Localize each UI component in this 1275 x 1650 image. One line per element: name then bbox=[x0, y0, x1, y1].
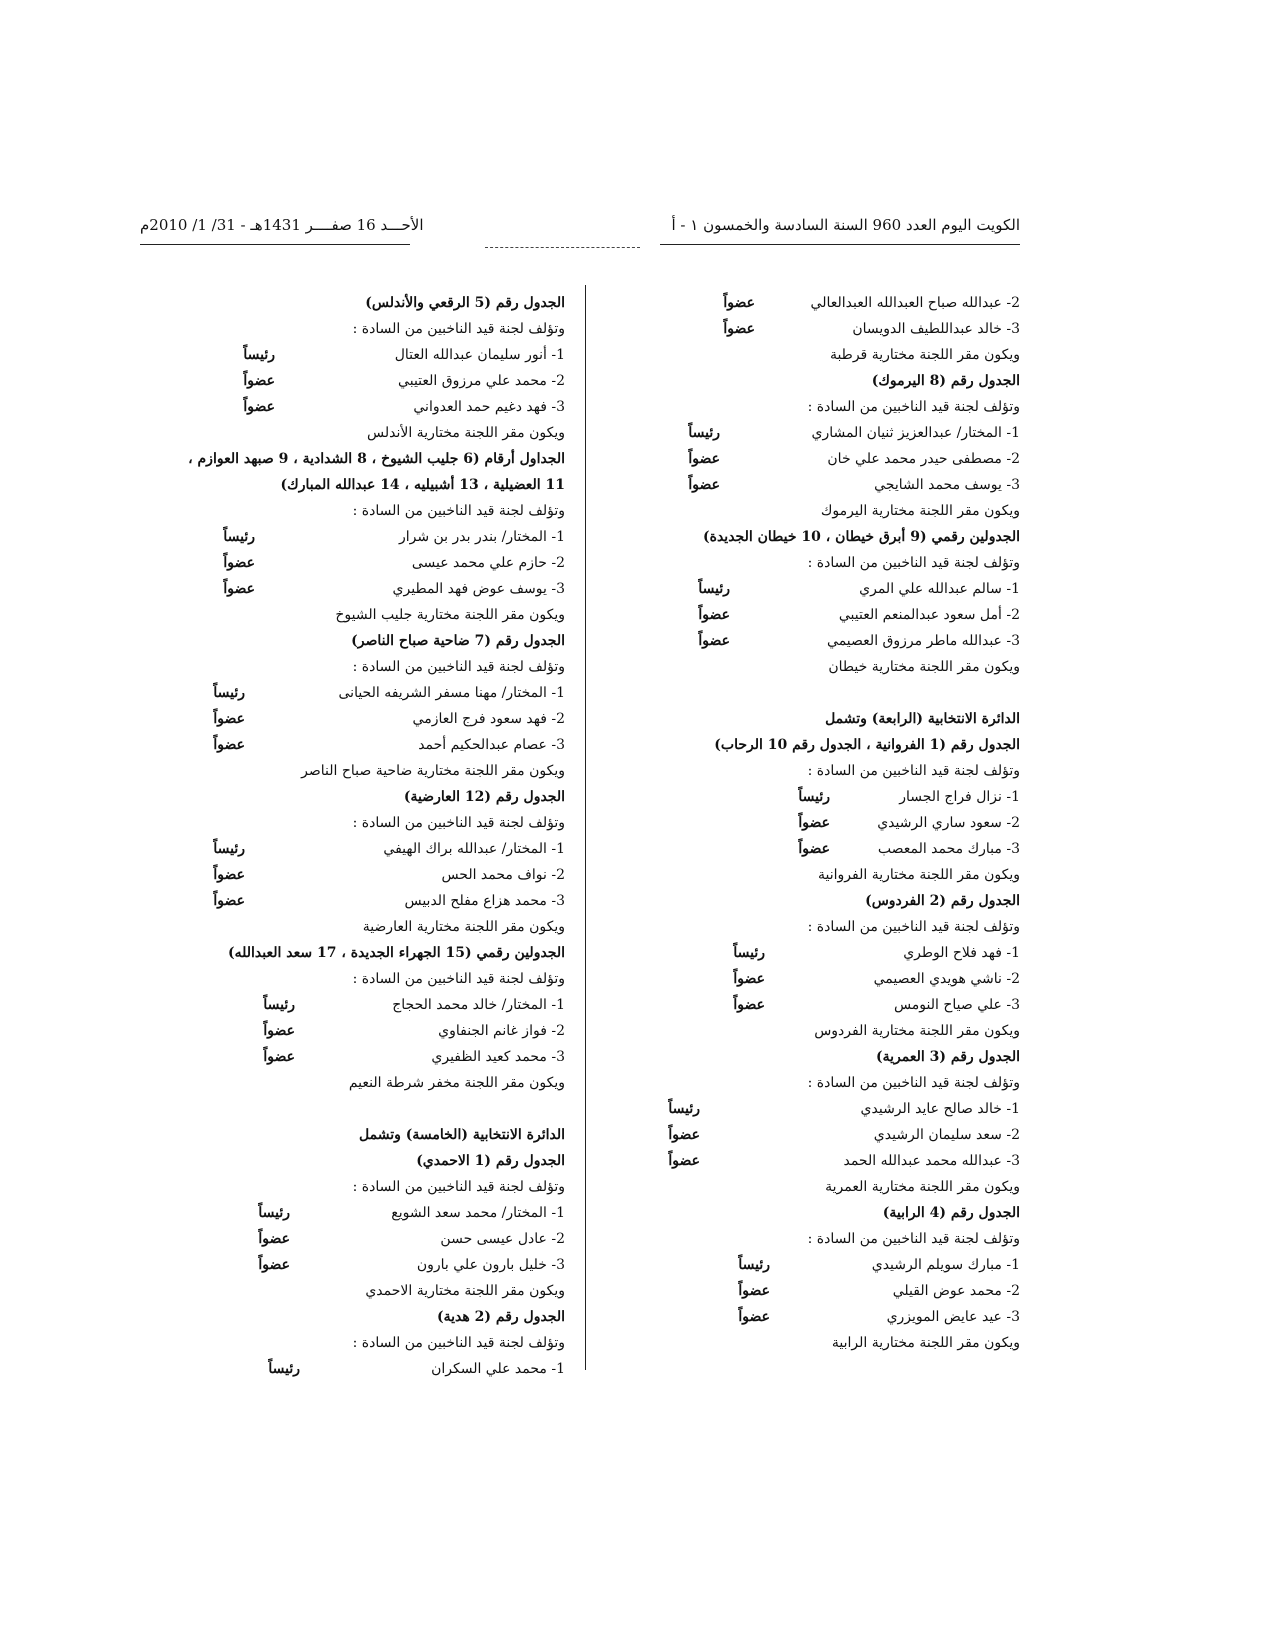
member-role: رئيساً bbox=[688, 425, 720, 441]
text-line: ويكون مقر اللجنة مختارية جليب الشيوخ bbox=[335, 607, 565, 623]
member-name: 3- محمد كعيد الظفيري bbox=[431, 1049, 565, 1065]
member-name: 2- سعد سليمان الرشيدي bbox=[873, 1127, 1020, 1143]
member-row bbox=[165, 732, 565, 758]
member-name: 3- عصام عبدالحكيم أحمد bbox=[418, 737, 565, 753]
member-role: رئيساً bbox=[258, 1205, 290, 1221]
text-line: وتؤلف لجنة قيد الناخبين من السادة : bbox=[807, 1231, 1020, 1247]
text-line: وتؤلف لجنة قيد الناخبين من السادة : bbox=[352, 1335, 565, 1351]
member-name: 2- أمل سعود عبدالمنعم العتيبي bbox=[838, 607, 1020, 623]
member-role: عضواً bbox=[213, 893, 245, 909]
member-row bbox=[620, 1304, 1020, 1330]
member-role: عضواً bbox=[243, 373, 275, 389]
section-title: الدائرة الانتخابية (الرابعة) وتشمل bbox=[825, 711, 1020, 727]
member-row bbox=[165, 680, 565, 706]
member-name: 3- عبدالله محمد عبدالله الحمد bbox=[843, 1153, 1020, 1169]
member-name: 3- محمد هزاع مفلح الدبيس bbox=[404, 893, 565, 909]
member-name: 3- عبدالله ماطر مرزوق العصيمي bbox=[827, 633, 1020, 649]
member-role: عضواً bbox=[733, 997, 765, 1013]
member-role: عضواً bbox=[258, 1231, 290, 1247]
text-line: ويكون مقر اللجنة مختارية العارضية bbox=[362, 919, 565, 935]
member-name: 1- سالم عبدالله علي المري bbox=[859, 581, 1020, 597]
member-row bbox=[620, 628, 1020, 654]
section-title: الجدول رقم (7 ضاحية صباح الناصر) bbox=[351, 633, 565, 649]
member-role: رئيساً bbox=[733, 945, 765, 961]
member-row bbox=[620, 940, 1020, 966]
member-role: رئيساً bbox=[668, 1101, 700, 1117]
text-line: وتؤلف لجنة قيد الناخبين من السادة : bbox=[352, 659, 565, 675]
text-line: ويكون مقر اللجنة مختارية الأندلس bbox=[367, 425, 565, 441]
header-date: الأحـــد 16 صفــــر 1431هـ - 31/ 1/ 2010م bbox=[140, 216, 424, 234]
text-line: وتؤلف لجنة قيد الناخبين من السادة : bbox=[807, 1075, 1020, 1091]
member-role: عضواً bbox=[738, 1309, 770, 1325]
section-title: الجدول رقم (3 العمرية) bbox=[875, 1049, 1020, 1065]
member-role: عضواً bbox=[213, 711, 245, 727]
right-column bbox=[620, 290, 1020, 1356]
member-row bbox=[165, 1200, 565, 1226]
member-row bbox=[620, 836, 1020, 862]
member-name: 1- مبارك سويلم الرشيدي bbox=[871, 1257, 1020, 1273]
member-name: 2- محمد عوض القيلي bbox=[892, 1283, 1020, 1299]
header-rule-center bbox=[485, 247, 640, 248]
member-name: 3- فهد دغيم حمد العدواني bbox=[413, 399, 565, 415]
member-name: 2- حازم علي محمد عيسى bbox=[411, 555, 565, 571]
member-row bbox=[165, 394, 565, 420]
section-title: الجدولين رقمي (15 الجهراء الجديدة ، 17 سعد العبدالله) bbox=[228, 945, 565, 961]
member-name: 2- مصطفى حيدر محمد علي خان bbox=[827, 451, 1020, 467]
text-line: ويكون مقر اللجنة مختارية العمرية bbox=[825, 1179, 1020, 1195]
member-row bbox=[620, 966, 1020, 992]
text-line: ويكون مقر اللجنة مختارية الاحمدي bbox=[365, 1283, 565, 1299]
text-line: ويكون مقر اللجنة مختارية ضاحية صباح الناصر bbox=[301, 763, 565, 779]
member-row bbox=[620, 472, 1020, 498]
member-row bbox=[620, 576, 1020, 602]
left-column bbox=[165, 290, 565, 1382]
member-name: 2- عادل عيسى حسن bbox=[440, 1231, 565, 1247]
section-title: الجدول رقم (2 الفردوس) bbox=[865, 893, 1020, 909]
member-row bbox=[165, 524, 565, 550]
member-row bbox=[165, 836, 565, 862]
member-role: عضواً bbox=[688, 451, 720, 467]
member-name: 1- أنور سليمان عبدالله العتال bbox=[394, 347, 565, 363]
member-role: عضواً bbox=[733, 971, 765, 987]
member-name: 2- سعود ساري الرشيدي bbox=[877, 815, 1020, 831]
member-row bbox=[620, 1252, 1020, 1278]
member-row bbox=[620, 1278, 1020, 1304]
member-role: عضواً bbox=[738, 1283, 770, 1299]
member-row bbox=[620, 810, 1020, 836]
section-title: الجدول رقم (12 العارضية) bbox=[403, 789, 565, 805]
header-rule-left bbox=[140, 244, 410, 245]
member-row bbox=[165, 1252, 565, 1278]
member-role: رئيساً bbox=[223, 529, 255, 545]
page-header bbox=[140, 212, 1020, 242]
member-row bbox=[620, 316, 1020, 342]
member-role: عضواً bbox=[723, 295, 755, 311]
section-gap bbox=[620, 680, 1020, 706]
member-row bbox=[165, 1226, 565, 1252]
member-row bbox=[620, 1148, 1020, 1174]
member-role: رئيساً bbox=[213, 841, 245, 857]
member-role: عضواً bbox=[223, 555, 255, 571]
member-name: 3- مبارك محمد المعصب bbox=[877, 841, 1020, 857]
member-role: عضواً bbox=[263, 1049, 295, 1065]
member-row bbox=[165, 1356, 565, 1382]
text-line: وتؤلف لجنة قيد الناخبين من السادة : bbox=[807, 763, 1020, 779]
text-line: وتؤلف لجنة قيد الناخبين من السادة : bbox=[352, 815, 565, 831]
member-row bbox=[620, 446, 1020, 472]
section-title: الجدول رقم (1 الاحمدي) bbox=[416, 1153, 565, 1169]
member-role: عضواً bbox=[223, 581, 255, 597]
member-row bbox=[165, 1018, 565, 1044]
member-role: عضواً bbox=[798, 815, 830, 831]
member-role: عضواً bbox=[258, 1257, 290, 1273]
member-role: رئيساً bbox=[798, 789, 830, 805]
section-title: 11 العضيلية ، 13 أشبيليه ، 14 عبدالله المبارك) bbox=[280, 477, 565, 493]
member-row bbox=[165, 368, 565, 394]
member-name: 1- المختار/ بندر بدر بن شرار bbox=[398, 529, 565, 545]
section-title: الجدول رقم (1 الفروانية ، الجدول رقم 10 الرحاب) bbox=[714, 737, 1020, 753]
member-role: عضواً bbox=[213, 867, 245, 883]
member-name: 3- يوسف عوض فهد المطيري bbox=[392, 581, 565, 597]
member-row bbox=[165, 576, 565, 602]
text-line: وتؤلف لجنة قيد الناخبين من السادة : bbox=[807, 399, 1020, 415]
member-row bbox=[165, 888, 565, 914]
member-role: عضواً bbox=[263, 1023, 295, 1039]
section-title: الجدول رقم (4 الرابية) bbox=[882, 1205, 1020, 1221]
member-row bbox=[620, 784, 1020, 810]
member-row bbox=[620, 1122, 1020, 1148]
text-line: ويكون مقر اللجنة مختارية الرابية bbox=[831, 1335, 1020, 1351]
member-row bbox=[165, 342, 565, 368]
member-role: عضواً bbox=[698, 607, 730, 623]
member-row bbox=[620, 992, 1020, 1018]
section-title: الجدول رقم (2 هدية) bbox=[436, 1309, 565, 1325]
member-name: 2- ناشي هويدي العصيمي bbox=[873, 971, 1020, 987]
text-line: ويكون مقر اللجنة مختارية خيطان bbox=[828, 659, 1020, 675]
member-role: رئيساً bbox=[738, 1257, 770, 1273]
section-title: الجداول أرقام (6 جليب الشيوخ ، 8 الشدادية ، 9 صبهد العوازم ، bbox=[188, 451, 565, 467]
member-name: 1- المختار/ عبدالعزيز ثنيان المشاري bbox=[811, 425, 1020, 441]
member-name: 1- فهد فلاح الوطري bbox=[903, 945, 1020, 961]
member-role: رئيساً bbox=[263, 997, 295, 1013]
text-line: وتؤلف لجنة قيد الناخبين من السادة : bbox=[352, 1179, 565, 1195]
member-row bbox=[165, 550, 565, 576]
member-name: 1- خالد صالح عايد الرشيدي bbox=[860, 1101, 1020, 1117]
member-role: عضواً bbox=[243, 399, 275, 415]
text-line: وتؤلف لجنة قيد الناخبين من السادة : bbox=[807, 919, 1020, 935]
member-role: عضواً bbox=[213, 737, 245, 753]
member-row bbox=[165, 992, 565, 1018]
member-name: 1- محمد علي السكران bbox=[431, 1361, 565, 1377]
member-name: 3- خالد عبداللطيف الدويسان bbox=[852, 321, 1020, 337]
member-role: عضواً bbox=[798, 841, 830, 857]
member-name: 2- عبدالله صباح العبدالله العبدالعالي bbox=[810, 295, 1020, 311]
section-title: الجدول رقم (5 الرقعي والأندلس) bbox=[365, 295, 565, 311]
member-row bbox=[165, 862, 565, 888]
member-name: 1- المختار/ عبدالله براك الهيفي bbox=[383, 841, 565, 857]
text-line: ويكون مقر اللجنة مختارية اليرموك bbox=[820, 503, 1020, 519]
member-role: عضواً bbox=[688, 477, 720, 493]
column-divider bbox=[585, 285, 586, 1370]
member-role: رئيساً bbox=[213, 685, 245, 701]
text-line: ويكون مقر اللجنة مخفر شرطة النعيم bbox=[348, 1075, 565, 1091]
member-role: عضواً bbox=[698, 633, 730, 649]
section-title: الدائرة الانتخابية (الخامسة) وتشمل bbox=[359, 1127, 565, 1143]
header-rule-right bbox=[660, 244, 1020, 245]
member-name: 1- المختار/ خالد محمد الحجاج bbox=[392, 997, 565, 1013]
section-gap bbox=[165, 1096, 565, 1122]
member-name: 2- فواز غانم الجنفاوي bbox=[438, 1023, 565, 1039]
member-name: 1- نزال فراج الجسار bbox=[899, 789, 1020, 805]
member-row bbox=[620, 1096, 1020, 1122]
member-role: عضواً bbox=[668, 1153, 700, 1169]
member-row bbox=[620, 602, 1020, 628]
member-row bbox=[165, 706, 565, 732]
section-title: الجدول رقم (8 اليرموك) bbox=[871, 373, 1020, 389]
member-role: رئيساً bbox=[243, 347, 275, 363]
member-name: 3- يوسف محمد الشايجي bbox=[874, 477, 1020, 493]
member-name: 3- خليل بارون علي بارون bbox=[416, 1257, 565, 1273]
member-row bbox=[620, 420, 1020, 446]
header-issue-info: الكويت اليوم العدد 960 السنة السادسة والخمسون ١ - أ bbox=[671, 216, 1020, 234]
member-name: 2- فهد سعود فرج العازمي bbox=[412, 711, 565, 727]
text-line: وتؤلف لجنة قيد الناخبين من السادة : bbox=[352, 321, 565, 337]
member-role: عضواً bbox=[723, 321, 755, 337]
member-role: رئيساً bbox=[698, 581, 730, 597]
member-name: 1- المختار/ مهنا مسفر الشريفه الحيانى bbox=[338, 685, 565, 701]
section-title: الجدولين رقمي (9 أبرق خيطان ، 10 خيطان الجديدة) bbox=[703, 529, 1020, 545]
text-line: وتؤلف لجنة قيد الناخبين من السادة : bbox=[352, 503, 565, 519]
member-row bbox=[620, 290, 1020, 316]
member-name: 3- عيد عايض المويزري bbox=[886, 1309, 1020, 1325]
member-name: 3- علي صياح النومس bbox=[893, 997, 1020, 1013]
member-name: 1- المختار/ محمد سعد الشويع bbox=[391, 1205, 565, 1221]
member-role: رئيساً bbox=[268, 1361, 300, 1377]
member-row bbox=[165, 1044, 565, 1070]
text-line: ويكون مقر اللجنة مختارية الفردوس bbox=[814, 1023, 1020, 1039]
member-name: 2- محمد علي مرزوق العتيبي bbox=[398, 373, 565, 389]
member-name: 2- نواف محمد الحس bbox=[441, 867, 565, 883]
text-line: وتؤلف لجنة قيد الناخبين من السادة : bbox=[807, 555, 1020, 571]
text-line: وتؤلف لجنة قيد الناخبين من السادة : bbox=[352, 971, 565, 987]
text-line: ويكون مقر اللجنة مختارية الفروانية bbox=[818, 867, 1020, 883]
member-role: عضواً bbox=[668, 1127, 700, 1143]
text-line: ويكون مقر اللجنة مختارية قرطبة bbox=[829, 347, 1020, 363]
